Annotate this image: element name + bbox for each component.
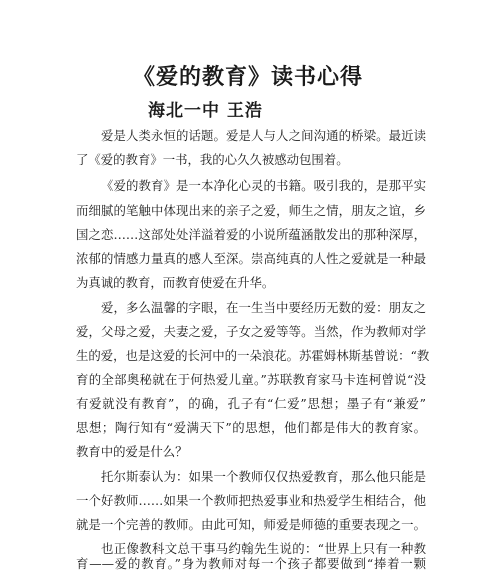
text-line: 一个好教师……如果一个教师把热爱事业和热爱学生相结合，他 [76,493,426,508]
text-line: 浓郁的情感力量真的感人至深。崇高纯真的人性之爱就是一种最 [76,251,426,266]
text-line: 思想；陶行知有“爱满天下”的思想，他们都是伟大的教育家。 [76,420,426,435]
text-line-cut: 育——爱的教育。”身为教师对每一个孩子都要做到“捧着一颗 [76,556,426,571]
text-line: 爱是人类永恒的话题。爱是人与人之间沟通的桥梁。最近读 [101,128,426,143]
text-line: 教育中的爱是什么？ [76,444,188,459]
text-line: 国之恋……这部处处洋溢着爱的小说所蕴涵散发出的那种深厚， [76,227,426,242]
text-line: 而细腻的笔触中体现出来的亲子之爱，师生之情，朋友之谊，乡 [76,203,426,218]
text-line: 了《爱的教育》一书，我的心久久被感动包围着。 [76,152,349,167]
text-line: 爱，多么温馨的字眼，在一生当中要经历无数的爱：朋友之 [101,300,426,315]
text-line: 爱，父母之爱，夫妻之爱，子女之爱等等。当然，作为教师对学 [76,324,426,339]
text-line: 《爱的教育》是一本净化心灵的书籍。吸引我的，是那平实 [101,178,426,193]
author-line: 海北一中 王浩 [148,101,263,121]
text-line: 也正像教科文总干事马约翰先生说的：“世界上只有一种教 [101,541,426,556]
text-line: 托尔斯泰认为：如果一个教师仅仅热爱教育，那么他只能是 [101,469,426,484]
document-title: 《爱的教育》读书心得 [132,64,363,90]
text-line: 生的爱，也是这爱的长河中的一朵浪花。苏霍姆林斯基曾说：“教 [76,348,430,363]
text-line: 有爱就没有教育”，的确，孔子有“仁爱”思想；墨子有“兼爱” [76,396,426,411]
text-line: 育的全部奥秘就在于何热爱儿童。”苏联教育家马卡连柯曾说“没 [76,372,426,387]
text-line: 就是一个完善的教师。由此可知，师爱是师德的重要表现之一。 [76,517,426,532]
text-line: 为真诚的教育，而教育使爱在升华。 [76,275,275,290]
